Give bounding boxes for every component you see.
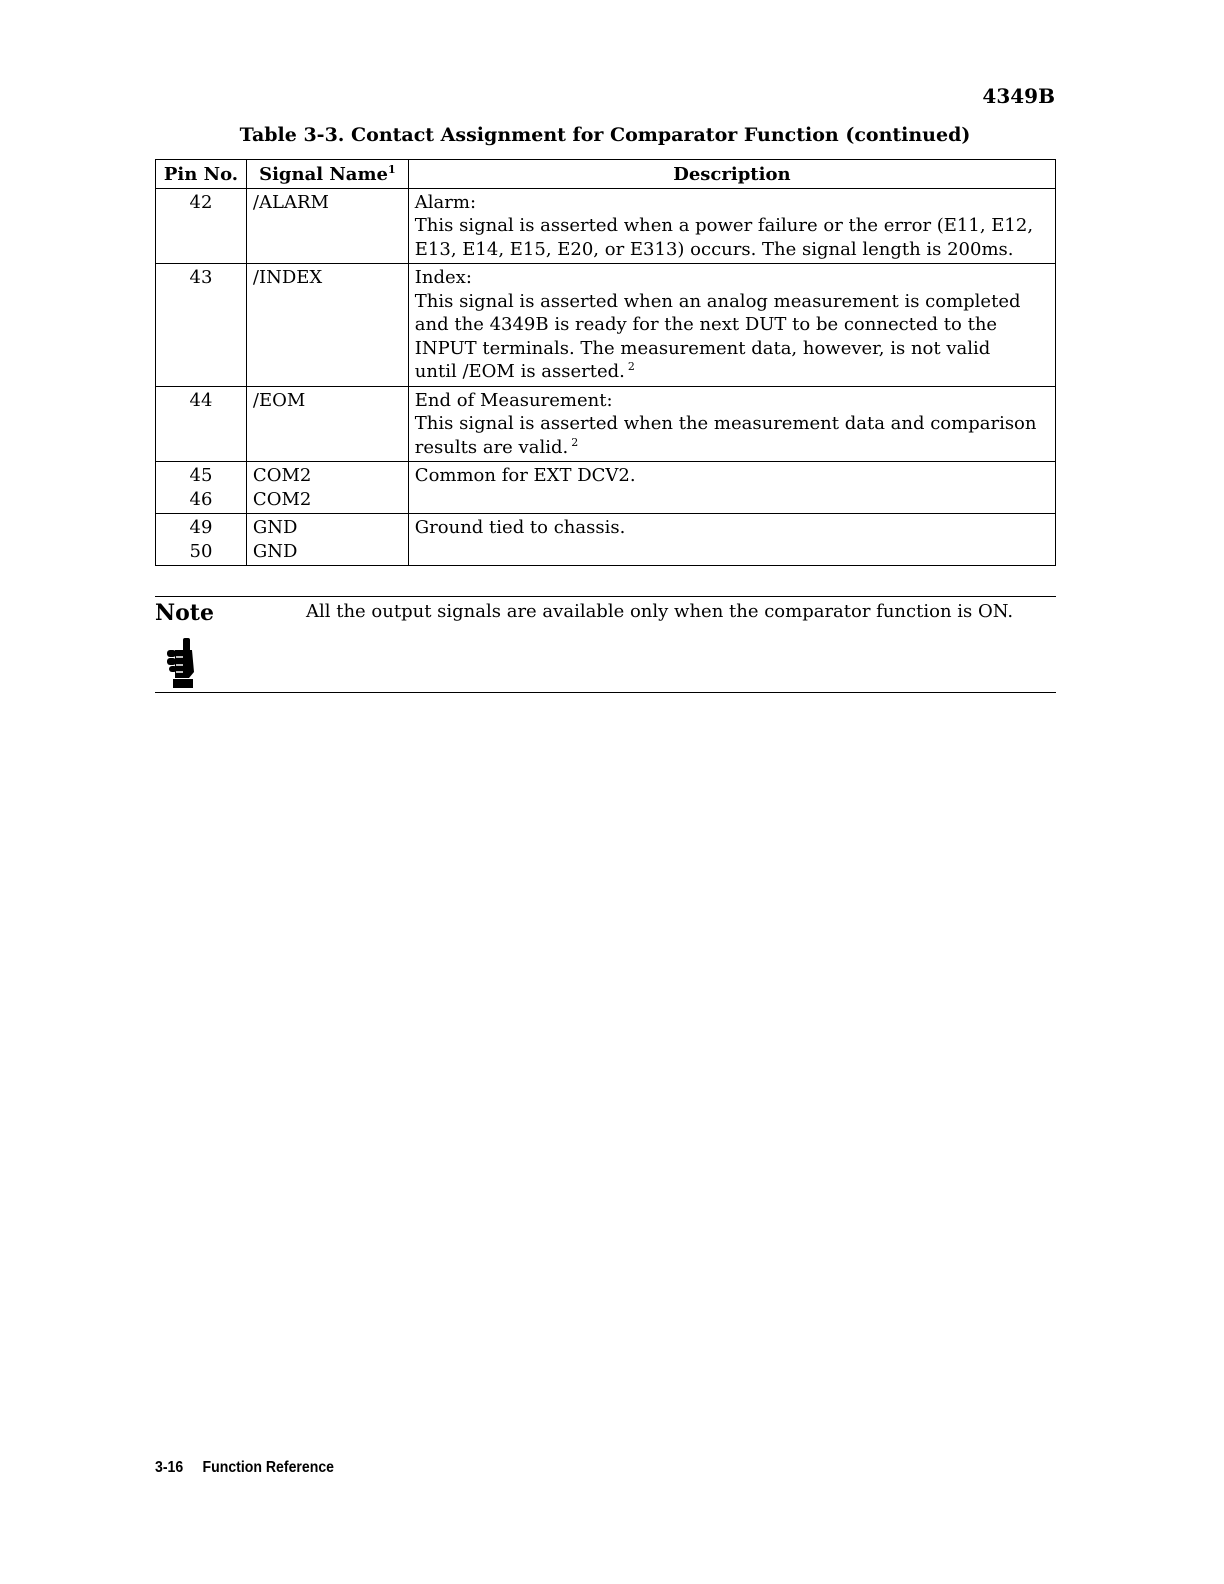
description-text: Index: — [414, 267, 472, 288]
signal-cell — [246, 264, 408, 387]
description-line — [415, 214, 1049, 238]
description-line — [415, 360, 1049, 384]
description-text: results are valid. — [414, 436, 569, 458]
description-text: Common for EXT DCV2. — [414, 465, 636, 486]
signal-name: /INDEX — [252, 267, 323, 288]
pin-number: 45 — [189, 465, 213, 486]
pin-number: 50 — [189, 540, 213, 562]
section-name: Function Reference — [202, 1459, 334, 1476]
footnote-marker: 2 — [571, 435, 579, 449]
signal-name: COM2 — [252, 488, 312, 510]
signal-cell — [246, 514, 408, 566]
note-divider-top — [155, 596, 1056, 597]
description-text: End of Measurement: — [414, 389, 613, 411]
description-line — [415, 412, 1049, 436]
signal-cell — [246, 462, 408, 514]
pin-cell — [156, 264, 247, 387]
description-line — [415, 238, 1049, 262]
column-header-pin — [156, 160, 247, 189]
pin-cell — [156, 188, 247, 264]
column-header-pin-label: Pin No. — [163, 164, 239, 185]
table-title: Table 3-3. Contact Assignment for Comparator Function (continued) — [239, 124, 971, 146]
note-label: Note — [155, 600, 214, 626]
pin-number: 44 — [189, 389, 213, 411]
footnote-marker: 2 — [627, 360, 635, 373]
pin-number: 43 — [189, 267, 213, 288]
description-line — [415, 313, 1049, 337]
column-header-description — [408, 160, 1055, 189]
pin-cell — [156, 514, 247, 566]
description-text: E13, E14, E15, E20, or E313) occurs. The signal length is 200ms. — [414, 238, 1014, 260]
signal-cell — [246, 188, 408, 264]
column-header-signal-label: Signal Name — [259, 164, 388, 185]
description-line — [415, 266, 1049, 290]
description-cell — [408, 462, 1055, 514]
table-row — [156, 462, 1056, 514]
signal-name: COM2 — [252, 465, 312, 486]
pin-cell — [156, 462, 247, 514]
description-text: INPUT terminals. The measurement data, however, is not valid — [414, 337, 991, 359]
description-line — [415, 464, 1049, 488]
description-cell — [408, 264, 1055, 387]
table-row — [156, 188, 1056, 264]
note-divider-bottom — [155, 692, 1056, 693]
description-text: This signal is asserted when an analog measurement is completed — [414, 290, 1021, 312]
pin-number: 46 — [189, 488, 213, 510]
note-text: All the output signals are available only when the comparator function is ON. — [306, 601, 1014, 622]
page-footer — [155, 1459, 334, 1477]
signal-name: /EOM — [252, 389, 306, 411]
description-text: Ground tied to chassis. — [414, 517, 626, 538]
description-cell — [408, 188, 1055, 264]
table-body — [156, 188, 1056, 566]
pin-number: 42 — [189, 191, 213, 213]
signal-name: GND — [252, 517, 298, 538]
description-text: This signal is asserted when the measurement data and comparison — [414, 413, 1037, 434]
pin-cell — [156, 386, 247, 462]
description-line — [415, 191, 1049, 215]
description-text: and the 4349B is ready for the next DUT to be connected to the — [414, 314, 998, 335]
description-cell — [408, 386, 1055, 462]
contact-assignment-table — [155, 159, 1056, 566]
pointing-hand-icon — [161, 636, 199, 690]
page-number: 3-16 — [155, 1459, 184, 1476]
signal-name: GND — [252, 540, 298, 562]
document-model: 4349B — [982, 84, 1055, 108]
pin-number: 49 — [189, 517, 213, 538]
column-header-signal — [246, 160, 408, 189]
description-line — [415, 516, 1049, 540]
description-line — [415, 389, 1049, 413]
description-cell — [408, 514, 1055, 566]
signal-name: /ALARM — [252, 191, 329, 213]
column-header-description-label: Description — [673, 164, 791, 185]
table-header-row — [156, 160, 1056, 189]
signal-cell — [246, 386, 408, 462]
footnote-marker: 1 — [387, 163, 396, 176]
description-line — [415, 337, 1049, 361]
table-row — [156, 514, 1056, 566]
description-text: until /EOM is asserted. — [414, 361, 625, 382]
table-row — [156, 386, 1056, 462]
description-line — [415, 290, 1049, 314]
table-row — [156, 264, 1056, 387]
description-line — [415, 436, 1049, 460]
description-text: This signal is asserted when a power failure or the error (E11, E12, — [414, 215, 1034, 236]
description-text: Alarm: — [414, 191, 477, 213]
